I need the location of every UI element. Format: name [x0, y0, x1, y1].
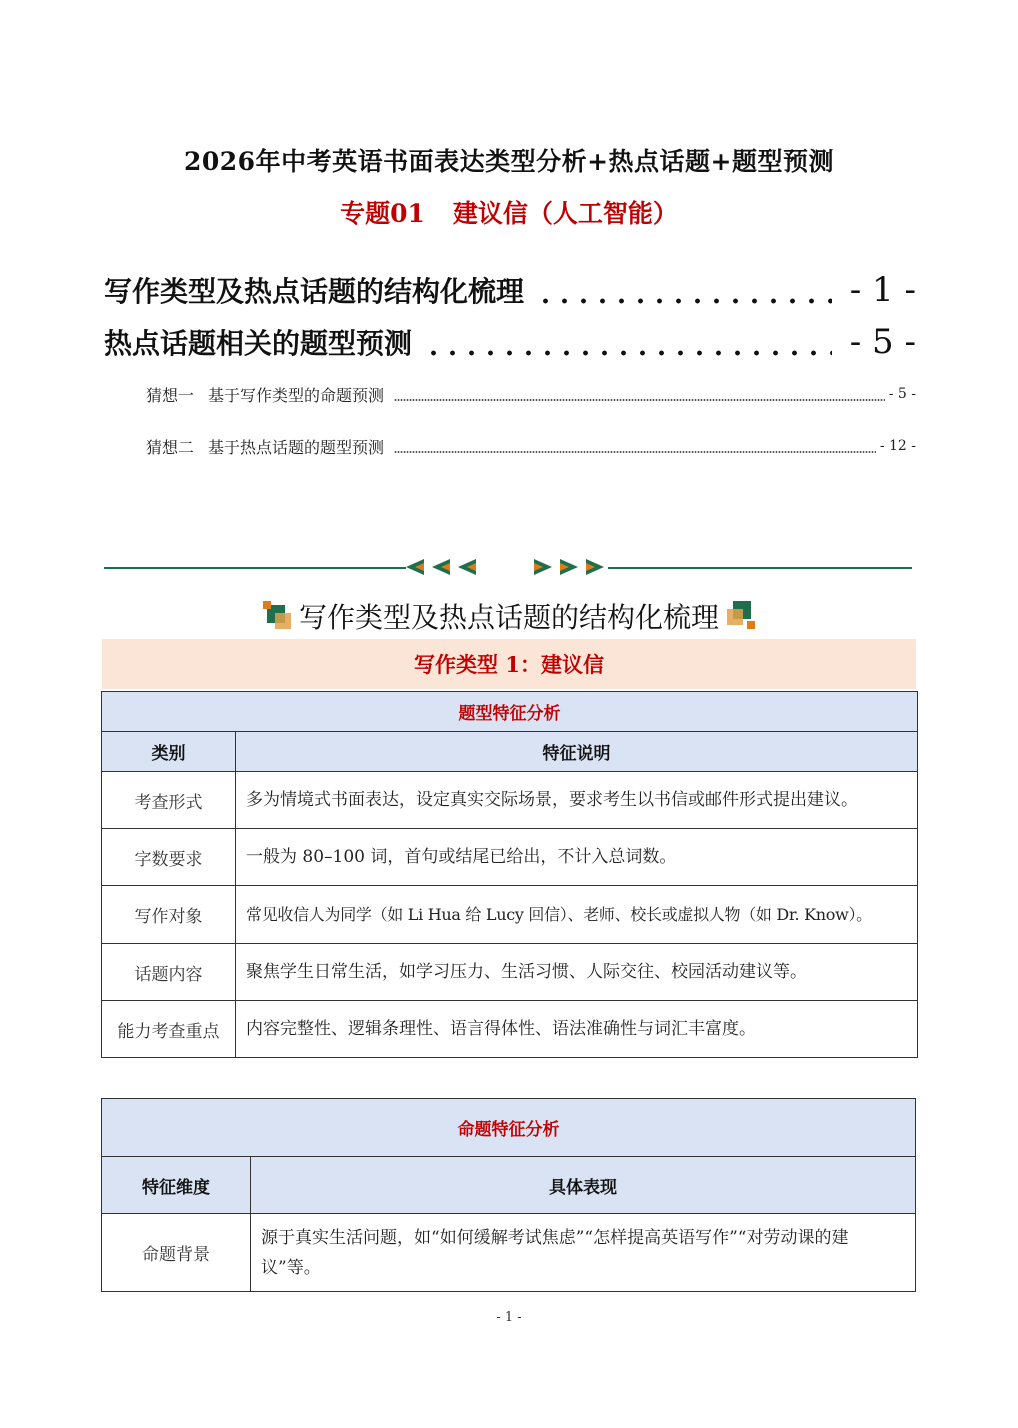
- toc-leader-dots: [424, 348, 832, 358]
- topic-number: 专题01: [340, 199, 425, 228]
- toc-subentry-page: - 12 -: [879, 438, 916, 454]
- corner-square-icon: [263, 601, 291, 631]
- toc-leader-dots: [394, 450, 876, 454]
- table-row: [102, 1214, 916, 1292]
- column-header: 类别: [102, 732, 236, 772]
- column-header: 特征说明: [236, 732, 918, 772]
- toc-subentry-text: 基于写作类型的命题预测: [208, 385, 385, 405]
- toc-entry-1[interactable]: [104, 268, 916, 312]
- corner-square-icon: [727, 601, 755, 631]
- table-row: [102, 886, 918, 944]
- toc-subentry-tag: 猜想二: [146, 437, 195, 457]
- writing-type-band: 写作类型 1：建议信: [102, 639, 916, 689]
- toc-entry-page: - 1 -: [849, 270, 916, 310]
- toc-subentry-2[interactable]: [146, 434, 916, 458]
- row-category: 能力考查重点: [102, 1001, 236, 1058]
- section-heading: [0, 596, 1018, 638]
- column-header: 特征维度: [102, 1157, 251, 1214]
- toc-entry-label: 热点话题相关的题型预测: [104, 327, 413, 360]
- column-header: 具体表现: [251, 1157, 916, 1214]
- row-description: 一般为 80–100 词，首句或结尾已给出，不计入总词数。: [236, 829, 918, 886]
- row-description: 内容完整性、逻辑条理性、语言得体性、语法准确性与词汇丰富度。: [236, 1001, 918, 1058]
- page-number: - 1 -: [496, 1310, 522, 1325]
- table-row: [102, 1001, 918, 1058]
- row-description: 常见收信人为同学（如 Li Hua 给 Lucy 回信）、老师、校长或虚拟人物（如 Dr. Know）。: [236, 886, 918, 944]
- row-category: 命题背景: [102, 1214, 251, 1292]
- toc-leader-dots: [394, 398, 885, 402]
- topic-name: 建议信（人工智能）: [452, 199, 678, 228]
- toc-entry-label: 写作类型及热点话题的结构化梳理: [104, 275, 525, 308]
- feature-analysis-table: [101, 691, 918, 1058]
- document-subtitle: [0, 194, 1018, 230]
- toc-subentry-1[interactable]: [146, 382, 916, 406]
- row-category: 话题内容: [102, 944, 236, 1001]
- toc-entry-2[interactable]: [104, 320, 916, 364]
- toc-subentry-label: [146, 383, 384, 406]
- toc-subentry-label: [146, 435, 384, 458]
- toc-subentry-page: - 5 -: [888, 386, 916, 402]
- toc-leader-dots: [536, 296, 832, 306]
- table-row: [102, 829, 918, 886]
- row-category: 考查形式: [102, 772, 236, 829]
- section-title: 写作类型及热点话题的结构化梳理: [298, 601, 719, 634]
- table-title: 命题特征分析: [102, 1099, 916, 1157]
- table-title: 题型特征分析: [102, 692, 918, 732]
- right-arrows-icon: [530, 558, 606, 576]
- table-row: [102, 772, 918, 829]
- divider-line-left: [104, 567, 406, 569]
- row-description: 聚焦学生日常生活，如学习压力、生活习惯、人际交往、校园活动建议等。: [236, 944, 918, 1001]
- toc-subentry-tag: 猜想一: [146, 385, 195, 405]
- row-description: 源于真实生活问题，如“如何缓解考试焦虑”“怎样提高英语写作”“对劳动课的建议”等。: [251, 1214, 916, 1292]
- left-arrows-icon: [404, 558, 480, 576]
- toc-subentry-text: 基于热点话题的题型预测: [208, 437, 385, 457]
- divider-line-right: [608, 567, 912, 569]
- toc-entry-page: - 5 -: [849, 322, 916, 362]
- row-category: 字数要求: [102, 829, 236, 886]
- row-description: 多为情境式书面表达，设定真实交际场景，要求考生以书信或邮件形式提出建议。: [236, 772, 918, 829]
- row-category: 写作对象: [102, 886, 236, 944]
- table-row: [102, 944, 918, 1001]
- document-title: 2026年中考英语书面表达类型分析+热点话题+题型预测: [184, 147, 834, 176]
- proposition-analysis-table: [101, 1098, 916, 1292]
